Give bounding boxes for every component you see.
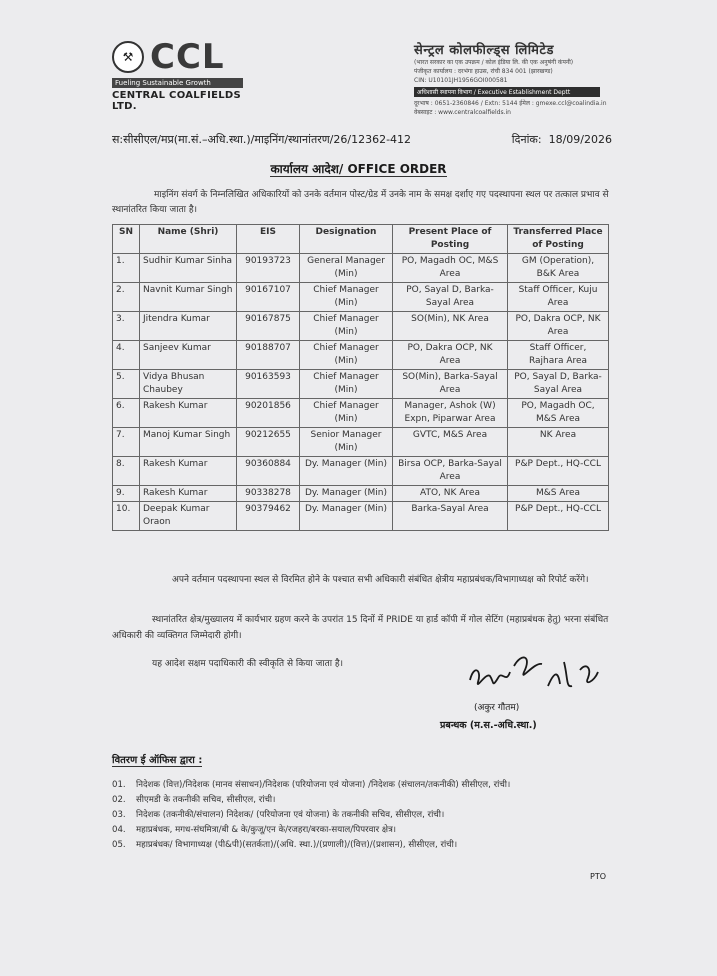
hindi-letterhead xyxy=(414,40,614,117)
cell-designation: General Manager (Min) xyxy=(300,254,393,283)
cell-sn: 3. xyxy=(113,312,140,341)
cell-sn: 5. xyxy=(113,370,140,399)
distribution-heading: वितरण ई ऑफिस द्वारा : xyxy=(112,752,202,767)
cell-name: Rakesh Kumar xyxy=(140,457,237,486)
cell-name: Vidya Bhusan Chaubey xyxy=(140,370,237,399)
table-row xyxy=(113,370,609,399)
col-sn: SN xyxy=(113,225,140,254)
cell-name: Sudhir Kumar Sinha xyxy=(140,254,237,283)
pto-label: PTO xyxy=(590,872,607,881)
cell-eis: 90193723 xyxy=(237,254,300,283)
cell-sn: 9. xyxy=(113,486,140,502)
cin-number: CIN: U10101JH1956GOI000581 xyxy=(414,77,508,84)
paragraph-approval: यह आदेश सक्षम पदाधिकारी की स्वीकृति से किया जाता है। xyxy=(152,659,344,669)
signatory-designation: प्रबन्धक (म.स.-अधि.स्था.) xyxy=(440,720,537,731)
contact-line: दूरभाष : 0651-2360846 / Extn: 5144 ईमेल : gmexe.ccl@coalindia.in xyxy=(414,100,607,107)
ccl-logo xyxy=(112,38,252,112)
cell-eis: 90167875 xyxy=(237,312,300,341)
distribution-text: निदेशक (वित्त)/निदेशक (मानव संसाधन)/निदेशक (परियोजना एवं योजना) /निदेशक (संचालन/तकनीकी) सीसीएल, रांची। xyxy=(136,780,511,790)
cell-name: Navnit Kumar Singh xyxy=(140,283,237,312)
table-row xyxy=(113,457,609,486)
cell-transferred-posting: P&P Dept., HQ-CCL xyxy=(508,457,609,486)
col-present-posting: Present Place of Posting xyxy=(393,225,508,254)
distribution-item xyxy=(112,793,612,808)
table-row xyxy=(113,283,609,312)
distribution-number: 02. xyxy=(112,795,126,805)
cell-present-posting: Manager, Ashok (W) Expn, Piparwar Area xyxy=(393,399,508,428)
distribution-number: 03. xyxy=(112,810,126,820)
distribution-text: महाप्रबंधक/ विभागाध्यक्ष (पी&पी)(सतर्कता)/(अधि. स्था.)/(प्रणाली)/(वित्त)/(प्रशासन), सीसीएल, रांची। xyxy=(136,840,458,850)
cell-eis: 90379462 xyxy=(237,502,300,531)
cell-designation: Chief Manager (Min) xyxy=(300,370,393,399)
distribution-list xyxy=(112,778,612,853)
table-row xyxy=(113,254,609,283)
cell-name: Rakesh Kumar xyxy=(140,486,237,502)
hindi-company-name: सेन्ट्रल कोलफील्ड्स लिमिटेड xyxy=(414,43,554,58)
cell-transferred-posting: PO, Magadh OC, M&S Area xyxy=(508,399,609,428)
reference-number: स:सीसीएल/मप्र(मा.सं.–अधि.स्था.)/माइनिंग/स्थानांतरण/26/12362-412 xyxy=(112,133,412,146)
cell-sn: 7. xyxy=(113,428,140,457)
cell-eis: 90188707 xyxy=(237,341,300,370)
col-transferred-posting: Transferred Place of Posting xyxy=(508,225,609,254)
cell-designation: Senior Manager (Min) xyxy=(300,428,393,457)
cell-present-posting: SO(Min), NK Area xyxy=(393,312,508,341)
cell-designation: Dy. Manager (Min) xyxy=(300,502,393,531)
cell-eis: 90212655 xyxy=(237,428,300,457)
cell-eis: 90360884 xyxy=(237,457,300,486)
cell-name: Sanjeev Kumar xyxy=(140,341,237,370)
cell-sn: 6. xyxy=(113,399,140,428)
cell-transferred-posting: NK Area xyxy=(508,428,609,457)
cell-sn: 1. xyxy=(113,254,140,283)
cell-name: Rakesh Kumar xyxy=(140,399,237,428)
cell-sn: 2. xyxy=(113,283,140,312)
cell-eis: 90163593 xyxy=(237,370,300,399)
cell-sn: 4. xyxy=(113,341,140,370)
ccl-emblem-icon: ⚒ xyxy=(112,41,144,73)
cell-present-posting: PO, Magadh OC, M&S Area xyxy=(393,254,508,283)
distribution-text: महाप्रबंधक, मगध-संघमित्रा/बी & के/कुजू/एन के/रजहरा/बरका-सयाल/पिपरवार क्षेत्र। xyxy=(136,825,397,835)
table-row xyxy=(113,486,609,502)
cell-designation: Chief Manager (Min) xyxy=(300,399,393,428)
cell-present-posting: PO, Dakra OCP, NK Area xyxy=(393,341,508,370)
cell-transferred-posting: Staff Officer, Kuju Area xyxy=(508,283,609,312)
cell-transferred-posting: Staff Officer, Rajhara Area xyxy=(508,341,609,370)
distribution-item xyxy=(112,823,612,838)
department-bar: अधिशासी स्थापना विभाग / Executive Establishment Deptt xyxy=(414,87,600,97)
cell-designation: Chief Manager (Min) xyxy=(300,283,393,312)
cell-transferred-posting: PO, Dakra OCP, NK Area xyxy=(508,312,609,341)
distribution-item xyxy=(112,778,612,793)
cell-eis: 90338278 xyxy=(237,486,300,502)
tagline: Fueling Sustainable Growth xyxy=(112,78,243,88)
table-row xyxy=(113,502,609,531)
col-eis: EIS xyxy=(237,225,300,254)
company-name: CENTRAL COALFIELDS LTD. xyxy=(112,90,241,112)
cell-transferred-posting: GM (Operation), B&K Area xyxy=(508,254,609,283)
cell-designation: Dy. Manager (Min) xyxy=(300,486,393,502)
distribution-text: निदेशक (तकनीकी/संचालन) निदेशक/ (परियोजना एवं योजना) के तकनीकी सचिव, सीसीएल, रांची। xyxy=(136,810,445,820)
paragraph-report: अपने वर्तमान पदस्थापना स्थल से विरमित होने के पश्चात सभी अधिकारी संबंधित क्षेत्रीय महाप्रबंधक/विभागाध्यक्ष को रिपोर्ट करेंगे। xyxy=(172,575,589,585)
cell-present-posting: PO, Sayal D, Barka-Sayal Area xyxy=(393,283,508,312)
transfer-table xyxy=(112,224,609,531)
cell-present-posting: Barka-Sayal Area xyxy=(393,502,508,531)
distribution-number: 05. xyxy=(112,840,126,850)
cell-transferred-posting: M&S Area xyxy=(508,486,609,502)
table-header-row xyxy=(113,225,609,254)
distribution-number: 04. xyxy=(112,825,126,835)
cell-present-posting: ATO, NK Area xyxy=(393,486,508,502)
company-short: CCL xyxy=(150,37,225,77)
cell-sn: 10. xyxy=(113,502,140,531)
table-row xyxy=(113,428,609,457)
distribution-item xyxy=(112,838,612,853)
cell-transferred-posting: PO, Sayal D, Barka-Sayal Area xyxy=(508,370,609,399)
intro-paragraph: माइनिंग संवर्ग के निम्नलिखित अधिकारियों को उनके वर्तमान पोस्ट/ग्रेड में उनके नाम के समक्ष दर्शाए गए पदस्थापना स्थल पर तत्काल प्रभाव से स्थानांतरित किया जाता है। xyxy=(112,190,609,215)
col-designation: Designation xyxy=(300,225,393,254)
col-name: Name (Shri) xyxy=(140,225,237,254)
cell-present-posting: GVTC, M&S Area xyxy=(393,428,508,457)
website-line: वेबसाइट : www.centralcoalfields.in xyxy=(414,109,511,116)
signatory-name: (अकुर गौतम) xyxy=(474,703,520,713)
reference-line xyxy=(112,132,612,147)
distribution-text: सीएमडी के तकनीकी सचिव, सीसीएल, रांची। xyxy=(136,795,276,805)
table-row xyxy=(113,341,609,370)
cell-present-posting: SO(Min), Barka-Sayal Area xyxy=(393,370,508,399)
hindi-sub-2: पंजीकृत कार्यालय : दरभंगा हाउस, रांची 834 001 (झारखण्ड) xyxy=(414,68,553,75)
table-row xyxy=(113,312,609,341)
distribution-number: 01. xyxy=(112,780,126,790)
cell-transferred-posting: P&P Dept., HQ-CCL xyxy=(508,502,609,531)
cell-name: Manoj Kumar Singh xyxy=(140,428,237,457)
order-date: दिनांक: 18/09/2026 xyxy=(511,133,612,146)
cell-name: Jitendra Kumar xyxy=(140,312,237,341)
cell-eis: 90167107 xyxy=(237,283,300,312)
cell-name: Deepak Kumar Oraon xyxy=(140,502,237,531)
table-row xyxy=(113,399,609,428)
cell-designation: Chief Manager (Min) xyxy=(300,341,393,370)
cell-present-posting: Birsa OCP, Barka-Sayal Area xyxy=(393,457,508,486)
cell-sn: 8. xyxy=(113,457,140,486)
paragraph-goal-setting: स्थानांतरित क्षेत्र/मुख्यालय में कार्यभार ग्रहण करने के उपरांत 15 दिनों में PRIDE या हार्ड कॉपी में गोल सेटिंग (महाप्रबंधक हेतु) भरना संबंधित अधिकारी की व्यक्तिगत जिम्मेदारी होगी। xyxy=(112,615,609,641)
cell-designation: Dy. Manager (Min) xyxy=(300,457,393,486)
cell-eis: 90201856 xyxy=(237,399,300,428)
distribution-item xyxy=(112,808,612,823)
page-title: कार्यालय आदेश/ OFFICE ORDER xyxy=(270,162,447,176)
hindi-sub-1: (भारत सरकार का एक उपक्रम / कोल इंडिया लि. की एक अनुषंगी कंपनी) xyxy=(414,59,574,66)
cell-designation: Chief Manager (Min) xyxy=(300,312,393,341)
